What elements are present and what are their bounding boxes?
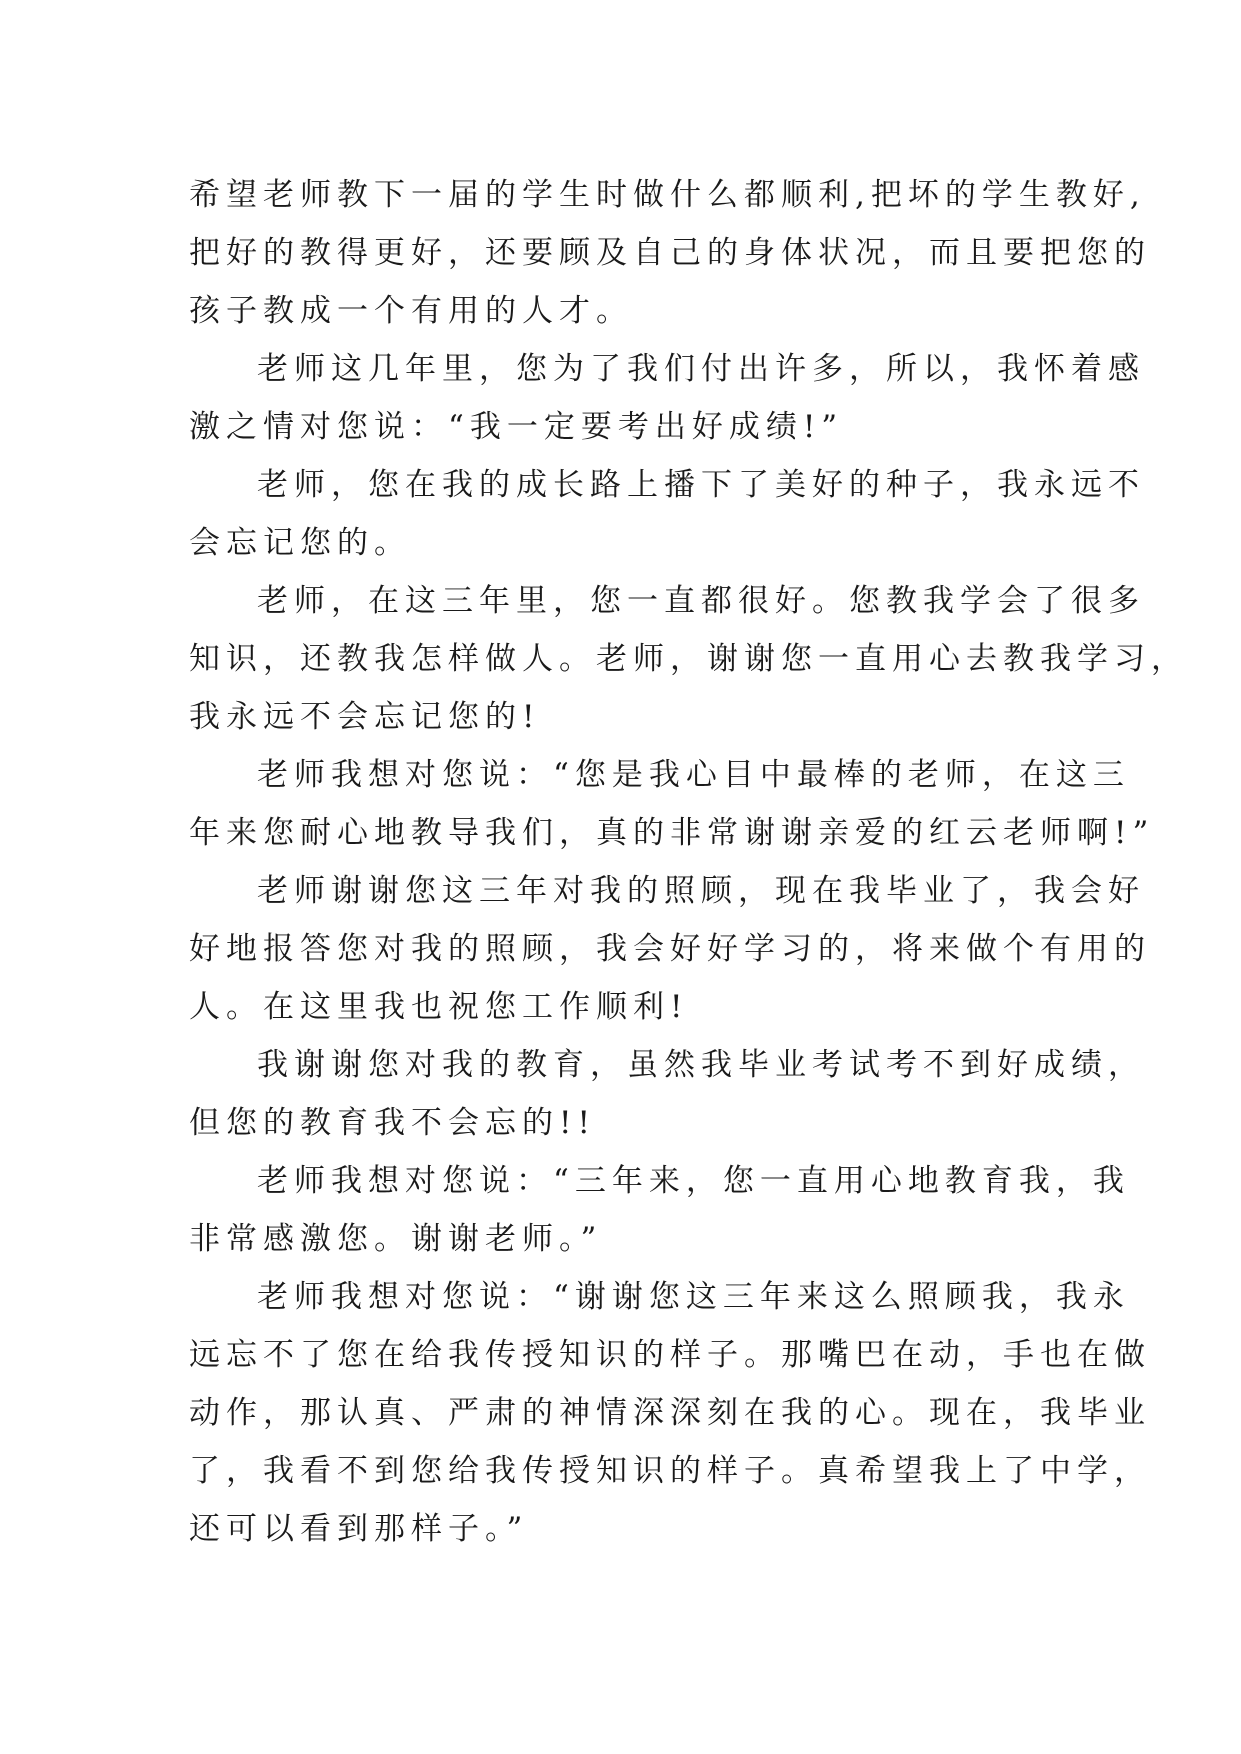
text-line: 老师我想对您说：“三年来，您一直用心地教育我，我	[257, 1163, 1130, 1199]
document-body	[189, 166, 1188, 1558]
paragraph	[189, 340, 1145, 456]
text-line: 老师，在这三年里，您一直都很好。您教我学会了很多	[257, 583, 1145, 619]
text-line: 远忘不了您在给我传授知识的样子。那嘴巴在动，手也在做	[189, 1337, 1151, 1373]
text-line: 激之情对您说：“我一定要考出好成绩!”	[189, 409, 844, 445]
text-line: 老师，您在我的成长路上播下了美好的种子，我永远不	[257, 467, 1145, 503]
paragraph	[189, 572, 1188, 746]
paragraph	[189, 862, 1151, 1036]
text-line: 老师我想对您说：“谢谢您这三年来这么照顾我，我永	[257, 1279, 1130, 1315]
paragraph	[189, 166, 1151, 340]
text-line: 老师这几年里，您为了我们付出许多，所以，我怀着感	[257, 351, 1145, 387]
text-line: 好地报答您对我的照顾，我会好好学习的，将来做个有用的	[189, 931, 1151, 967]
text-line: 老师谢谢您这三年对我的照顾，现在我毕业了，我会好	[257, 873, 1145, 909]
text-line: 会忘记您的。	[189, 525, 411, 561]
text-line: 我永远不会忘记您的!	[189, 699, 541, 735]
paragraph	[189, 1152, 1130, 1268]
text-line: 希望老师教下一届的学生时做什么都顺利,把坏的学生教好,	[189, 177, 1146, 213]
text-line: 年来您耐心地教导我们，真的非常谢谢亲爱的红云老师啊!”	[189, 815, 1155, 851]
text-line: 孩子教成一个有用的人才。	[189, 293, 633, 329]
text-line: 我谢谢您对我的教育，虽然我毕业考试考不到好成绩，	[257, 1047, 1145, 1083]
paragraph	[189, 1268, 1151, 1558]
text-line: 动作，那认真、严肃的神情深深刻在我的心。现在，我毕业	[189, 1395, 1151, 1431]
paragraph	[189, 1036, 1145, 1152]
text-line: 还可以看到那样子。”	[189, 1511, 529, 1547]
text-line: 了，我看不到您给我传授知识的样子。真希望我上了中学，	[189, 1453, 1151, 1489]
paragraph	[189, 746, 1155, 862]
text-line: 知识，还教我怎样做人。老师，谢谢您一直用心去教我学习，	[189, 641, 1188, 677]
text-line: 非常感激您。谢谢老师。”	[189, 1221, 603, 1257]
text-line: 人。在这里我也祝您工作顺利!	[189, 989, 689, 1025]
text-line: 但您的教育我不会忘的!!	[189, 1105, 596, 1141]
text-line: 把好的教得更好，还要顾及自己的身体状况，而且要把您的	[189, 235, 1151, 271]
paragraph	[189, 456, 1145, 572]
text-line: 老师我想对您说：“您是我心目中最棒的老师，在这三	[257, 757, 1130, 793]
